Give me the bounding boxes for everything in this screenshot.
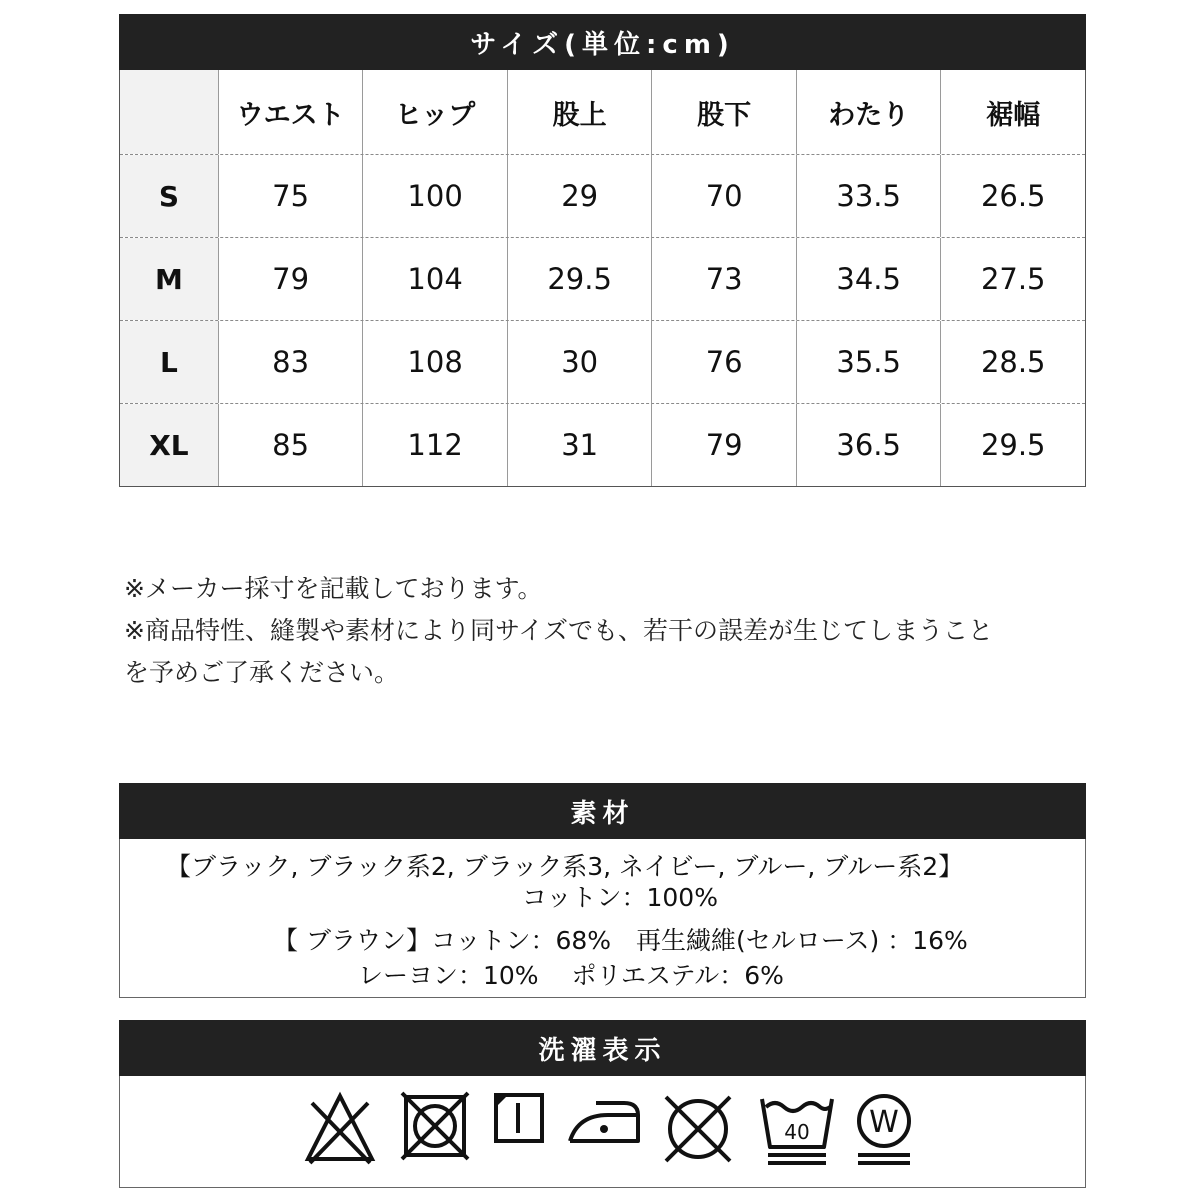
table-cell: 85: [218, 404, 363, 486]
material-section: [119, 783, 1086, 998]
material-box: [119, 839, 1086, 998]
table-cell: 29: [507, 155, 652, 237]
table-row: [120, 237, 1085, 320]
table-cell: 35.5: [796, 321, 941, 403]
no-dry-clean-icon: [660, 1091, 736, 1167]
size-table-header-row: [120, 70, 1085, 154]
wash-title: 洗濯表示: [119, 1020, 1086, 1076]
column-header: ヒップ: [362, 70, 507, 154]
table-row: [120, 403, 1085, 486]
table-cell: 28.5: [940, 321, 1085, 403]
table-cell: 29.5: [507, 238, 652, 320]
size-table: [119, 70, 1086, 487]
no-bleach-icon: [304, 1091, 376, 1166]
table-cell: 31: [507, 404, 652, 486]
table-cell: 83: [218, 321, 363, 403]
wash-temp-label: 40: [784, 1120, 810, 1144]
size-label: XL: [120, 404, 218, 486]
table-cell: 33.5: [796, 155, 941, 237]
table-row: [120, 154, 1085, 237]
material-brown-line-2: レーヨン：10% ポリエステル：6%: [358, 961, 784, 990]
table-cell: 30: [507, 321, 652, 403]
table-cell: 29.5: [940, 404, 1085, 486]
wet-clean-label: W: [869, 1105, 899, 1140]
size-label: M: [120, 238, 218, 320]
material-brown-line: 【 ブラウン】コットン：68% 再生繊維(セルロース) ：16%: [273, 926, 968, 955]
column-header: 股上: [507, 70, 652, 154]
note-line: ※商品特性、縫製や素材により同サイズでも、若干の誤差が生じてしまうこと: [124, 616, 993, 645]
table-cell: 108: [362, 321, 507, 403]
table-cell: 75: [218, 155, 363, 237]
column-header: 裾幅: [940, 70, 1085, 154]
note-line: ※メーカー採寸を記載しております。: [124, 574, 543, 603]
table-cell: 112: [362, 404, 507, 486]
line-dry-shade-icon: [492, 1091, 546, 1147]
iron-low-icon: [564, 1091, 644, 1155]
wash-40-icon: [758, 1091, 836, 1167]
table-cell: 79: [218, 238, 363, 320]
note-line: を予めご了承ください。: [124, 658, 400, 687]
header-empty-cell: [120, 70, 218, 154]
material-composition-line: コットン：100%: [522, 883, 718, 912]
material-colors-line: 【ブラック, ブラック系2, ブラック系3, ネイビー, ブルー, ブルー系2】: [166, 852, 964, 881]
table-cell: 73: [651, 238, 796, 320]
wet-clean-icon: [854, 1091, 914, 1167]
material-title: 素材: [119, 783, 1086, 839]
size-label: S: [120, 155, 218, 237]
table-cell: 70: [651, 155, 796, 237]
table-row: [120, 320, 1085, 403]
column-header: ウエスト: [218, 70, 363, 154]
wash-section: [119, 1020, 1086, 1188]
size-notes: [124, 568, 1084, 694]
table-cell: 79: [651, 404, 796, 486]
size-table-section: [119, 14, 1086, 487]
table-cell: 26.5: [940, 155, 1085, 237]
wash-icons-box: [119, 1076, 1086, 1188]
table-cell: 34.5: [796, 238, 941, 320]
table-cell: 104: [362, 238, 507, 320]
column-header: 股下: [651, 70, 796, 154]
no-tumble-dry-icon: [400, 1091, 470, 1161]
table-cell: 36.5: [796, 404, 941, 486]
table-cell: 76: [651, 321, 796, 403]
size-table-title: サイズ(単位:cm): [119, 14, 1086, 70]
table-cell: 100: [362, 155, 507, 237]
size-label: L: [120, 321, 218, 403]
table-cell: 27.5: [940, 238, 1085, 320]
column-header: わたり: [796, 70, 941, 154]
